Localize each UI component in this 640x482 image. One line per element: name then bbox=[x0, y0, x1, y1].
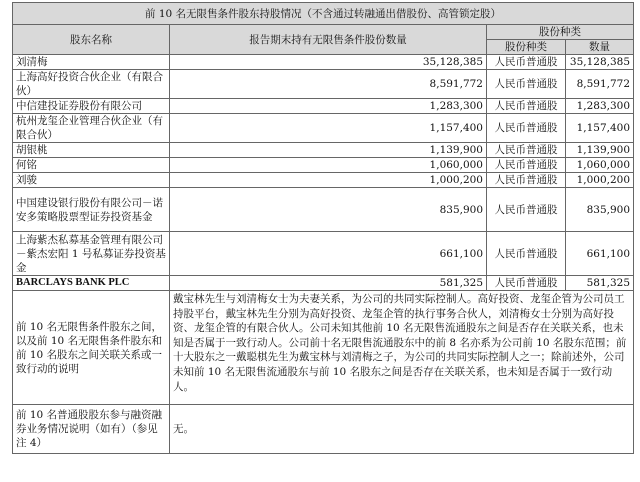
table-row bbox=[13, 143, 634, 158]
shareholder-name: 中信建投证券股份有限公司 bbox=[13, 99, 170, 114]
relation-text: 戴宝林先生与刘清梅女士为夫妻关系，为公司的共同实际控制人。高好投资、龙玺企管为公司员工持股平台，戴宝林先生分别为高好投资、龙玺企管的执行事务合伙人，刘清梅女士分别为高好投资、龙玺企管的有限合伙人。公司未知其他前 10 名无限售流通股东之间是否存在关联关系，也未知是否属于一致行动人。公司前十名无限售流通股东中的前 8 名亦系为公司前 10 名股东范围；前十大股东之一戴聪棋先生为戴宝林与刘清梅之子，为公司的共同实际控制人之一；除前述外，公司未知前 10 名无限售流通股东与前 10 名股东之间是否存在关联关系，也未知是否属于一致行动人。 bbox=[170, 291, 634, 405]
share-type: 人民币普通股 bbox=[487, 70, 566, 99]
share-count: 35,128,385 bbox=[566, 55, 634, 70]
share-quantity: 1,157,400 bbox=[170, 114, 487, 143]
share-count: 1,157,400 bbox=[566, 114, 634, 143]
share-quantity: 581,325 bbox=[170, 276, 487, 291]
share-quantity: 1,283,300 bbox=[170, 99, 487, 114]
table-row bbox=[13, 276, 634, 291]
table-row bbox=[13, 188, 634, 232]
share-quantity: 835,900 bbox=[170, 188, 487, 232]
share-count: 1,283,300 bbox=[566, 99, 634, 114]
share-type: 人民币普通股 bbox=[487, 188, 566, 232]
share-quantity: 1,139,900 bbox=[170, 143, 487, 158]
share-type: 人民币普通股 bbox=[487, 232, 566, 276]
shareholder-name: 何铭 bbox=[13, 158, 170, 173]
header-share-count: 数量 bbox=[566, 40, 634, 55]
share-quantity: 1,000,200 bbox=[170, 173, 487, 188]
shareholder-table bbox=[12, 2, 634, 454]
shareholder-name: 杭州龙玺企业管理合伙企业（有限合伙） bbox=[13, 114, 170, 143]
shareholder-name: 刘清梅 bbox=[13, 55, 170, 70]
table-row bbox=[13, 99, 634, 114]
table-row bbox=[13, 173, 634, 188]
share-type: 人民币普通股 bbox=[487, 276, 566, 291]
margin-row bbox=[13, 405, 634, 454]
margin-text: 无。 bbox=[170, 405, 634, 454]
header-share-quantity: 报告期末持有无限售条件股份数量 bbox=[170, 25, 487, 55]
share-type: 人民币普通股 bbox=[487, 99, 566, 114]
share-type: 人民币普通股 bbox=[487, 143, 566, 158]
table-title: 前 10 名无限售条件股东持股情况（不含通过转融通出借股份、高管锁定股） bbox=[13, 3, 634, 25]
relation-label: 前 10 名无限售条件股东之间，以及前 10 名无限售条件股东和前 10 名股东之间关联关系或一致行动的说明 bbox=[13, 291, 170, 405]
table-row bbox=[13, 114, 634, 143]
header-share-type-group: 股份种类 bbox=[487, 25, 634, 40]
share-count: 835,900 bbox=[566, 188, 634, 232]
table-row bbox=[13, 55, 634, 70]
share-type: 人民币普通股 bbox=[487, 173, 566, 188]
share-count: 1,060,000 bbox=[566, 158, 634, 173]
shareholder-name: 上海高好投资合伙企业（有限合伙） bbox=[13, 70, 170, 99]
share-type: 人民币普通股 bbox=[487, 158, 566, 173]
shareholder-name: BARCLAYS BANK PLC bbox=[13, 276, 170, 291]
header-shareholder-name: 股东名称 bbox=[13, 25, 170, 55]
share-quantity: 661,100 bbox=[170, 232, 487, 276]
shareholder-name: 中国建设银行股份有限公司－诺安多策略股票型证券投资基金 bbox=[13, 188, 170, 232]
share-quantity: 1,060,000 bbox=[170, 158, 487, 173]
share-quantity: 8,591,772 bbox=[170, 70, 487, 99]
shareholder-name: 胡银桃 bbox=[13, 143, 170, 158]
margin-label: 前 10 名普通股股东参与融资融券业务情况说明（如有）（参见注 4） bbox=[13, 405, 170, 454]
header-share-type: 股份种类 bbox=[487, 40, 566, 55]
share-quantity: 35,128,385 bbox=[170, 55, 487, 70]
share-count: 1,000,200 bbox=[566, 173, 634, 188]
shareholder-name: 刘骏 bbox=[13, 173, 170, 188]
table-row bbox=[13, 158, 634, 173]
share-count: 661,100 bbox=[566, 232, 634, 276]
relation-row bbox=[13, 291, 634, 405]
share-count: 581,325 bbox=[566, 276, 634, 291]
table-row bbox=[13, 232, 634, 276]
share-count: 8,591,772 bbox=[566, 70, 634, 99]
share-type: 人民币普通股 bbox=[487, 114, 566, 143]
shareholder-name: 上海紫杰私募基金管理有限公司－紫杰宏阳 1 号私募证券投资基金 bbox=[13, 232, 170, 276]
share-type: 人民币普通股 bbox=[487, 55, 566, 70]
share-count: 1,139,900 bbox=[566, 143, 634, 158]
table-row bbox=[13, 70, 634, 99]
